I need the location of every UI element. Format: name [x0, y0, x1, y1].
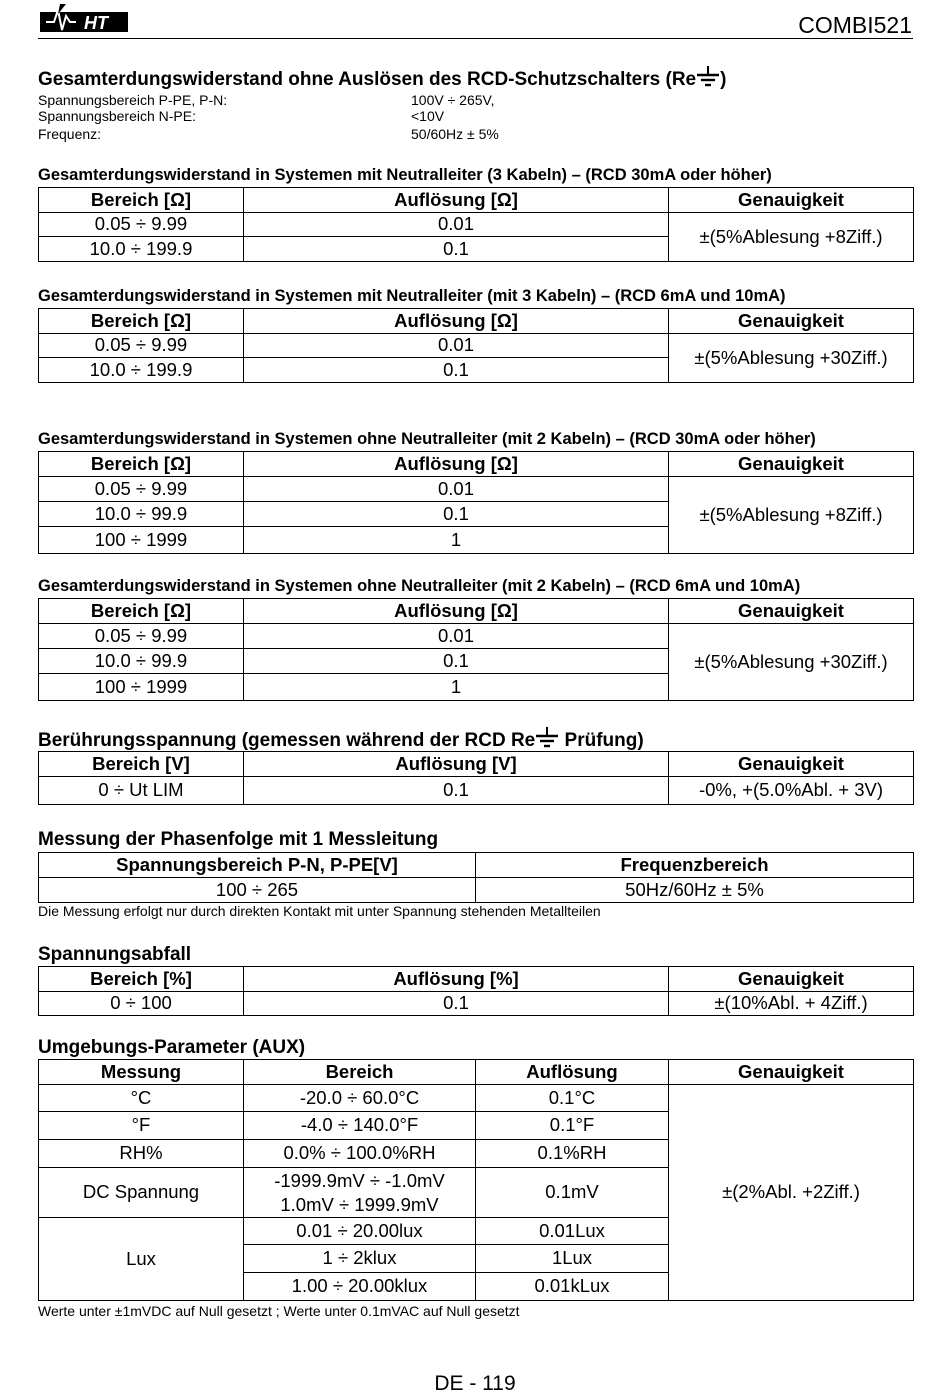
table-title: Gesamterdungswiderstand in Systemen ohne Neutralleiter (mit 2 Kabeln) – (RCD 30mA oder höher)	[38, 430, 816, 448]
section-title-touch-voltage: Berührungsspannung (gemessen während der RCD Re Prüfung)	[38, 727, 644, 752]
spec-table-6	[38, 852, 914, 903]
section-title-earth-no-trip: Gesamterdungswiderstand ohne Auslösen des RCD-Schutzschalters (Re )	[38, 66, 726, 91]
spec-table-3	[38, 451, 914, 554]
col-header: Genauigkeit	[669, 188, 914, 213]
col-header: Auflösung [Ω]	[244, 452, 669, 477]
table-row: 0.05 ÷ 9.99 0.01 ±(5%Ablesung +8Ziff.)	[39, 213, 914, 237]
col-header: Auflösung [Ω]	[244, 309, 669, 334]
spec-label: Spannungsbereich P-PE, P-N:	[38, 92, 228, 108]
table-row: 100 ÷ 1999 1	[39, 527, 914, 554]
accuracy-cell: ±(5%Ablesung +30Ziff.)	[669, 624, 914, 701]
accuracy-cell: ±(5%Ablesung +8Ziff.)	[669, 213, 914, 262]
col-header: Bereich	[244, 1060, 476, 1085]
ht-logo	[40, 4, 130, 34]
spec-value: 50/60Hz ± 5%	[411, 126, 499, 142]
col-header: Genauigkeit	[669, 752, 914, 777]
table-row: 1 ÷ 2klux 1Lux	[39, 1245, 914, 1273]
header-rule	[38, 38, 913, 39]
spec-label: Frequenz:	[38, 126, 102, 142]
col-header: Auflösung [Ω]	[244, 188, 669, 213]
spec-value: <10V	[411, 108, 445, 124]
dc-range-pos: 1.0mV ÷ 1999.9mV	[280, 1193, 439, 1215]
col-header: Bereich [Ω]	[39, 452, 244, 477]
col-header: Bereich [%]	[39, 967, 244, 992]
col-header: Bereich [Ω]	[39, 599, 244, 624]
col-header: Bereich [Ω]	[39, 309, 244, 334]
col-header: Spannungsbereich P-N, P-PE[V]	[39, 853, 476, 878]
table-row: 10.0 ÷ 99.9 0.1	[39, 649, 914, 674]
earth-symbol-icon	[535, 727, 559, 749]
col-header: Auflösung [Ω]	[244, 599, 669, 624]
spec-label: Spannungsbereich N-PE:	[38, 108, 196, 124]
table-title: Gesamterdungswiderstand in Systemen ohne Neutralleiter (mit 2 Kabeln) – (RCD 6mA und 10mA)	[38, 577, 801, 595]
table-row: 100 ÷ 265 50Hz/60Hz ± 5%	[39, 878, 914, 903]
col-header: Frequenzbereich	[476, 853, 914, 878]
spec-table-4	[38, 598, 914, 701]
table-row: 10.0 ÷ 199.9 0.1	[39, 237, 914, 262]
section-title-voltage-drop: Spannungsabfall	[38, 944, 192, 965]
spec-table-7	[38, 966, 914, 1016]
accuracy-cell: ±(5%Ablesung +8Ziff.)	[669, 477, 914, 554]
table-row: DC Spannung -1999.9mV ÷ -1.0mV 1.0mV ÷ 1999.9mV 0.1mV	[39, 1168, 914, 1218]
table-row: 0.05 ÷ 9.99 0.01 ±(5%Ablesung +30Ziff.)	[39, 624, 914, 649]
brand-text: HT	[84, 13, 108, 33]
section-title-phase-sequence: Messung der Phasenfolge mit 1 Messleitung	[38, 829, 439, 850]
col-header: Genauigkeit	[669, 967, 914, 992]
col-header: Auflösung	[476, 1060, 669, 1085]
accuracy-cell: ±(2%Abl. +2Ziff.)	[669, 1085, 914, 1301]
table-row: RH% 0.0% ÷ 100.0%RH 0.1%RH	[39, 1140, 914, 1168]
spec-table-5	[38, 751, 914, 805]
table-row: 10.0 ÷ 99.9 0.1	[39, 502, 914, 527]
section-title-aux: Umgebungs-Parameter (AUX)	[38, 1037, 306, 1058]
table-row: Lux 0.01 ÷ 20.00lux 0.01Lux	[39, 1218, 914, 1245]
spec-table-8	[38, 1059, 914, 1301]
col-header: Genauigkeit	[669, 1060, 914, 1085]
table-row: 0 ÷ Ut LIM 0.1 -0%, +(5.0%Abl. + 3V)	[39, 777, 914, 805]
table-title: Gesamterdungswiderstand in Systemen mit Neutralleiter (mit 3 Kabeln) – (RCD 6mA und 10mA)	[38, 287, 786, 305]
col-header: Bereich [V]	[39, 752, 244, 777]
col-header: Genauigkeit	[669, 599, 914, 624]
table-row: 0.05 ÷ 9.99 0.01 ±(5%Ablesung +30Ziff.)	[39, 334, 914, 358]
dc-range-neg: -1999.9mV ÷ -1.0mV	[274, 1169, 445, 1191]
col-header: Bereich [Ω]	[39, 188, 244, 213]
table-note: Werte unter ±1mVDC auf Null gesetzt ; Werte unter 0.1mVAC auf Null gesetzt	[38, 1303, 520, 1319]
table-row: 10.0 ÷ 199.9 0.1	[39, 358, 914, 383]
spec-table-2	[38, 308, 914, 383]
spec-value: 100V ÷ 265V,	[411, 92, 495, 108]
accuracy-cell: ±(5%Ablesung +30Ziff.)	[669, 334, 914, 383]
col-header: Messung	[39, 1060, 244, 1085]
table-row: °C -20.0 ÷ 60.0°C 0.1°C ±(2%Abl. +2Ziff.)	[39, 1085, 914, 1112]
table-note: Die Messung erfolgt nur durch direkten Kontakt mit unter Spannung stehenden Metallteilen	[38, 903, 601, 919]
table-row: 0.05 ÷ 9.99 0.01 ±(5%Ablesung +8Ziff.)	[39, 477, 914, 502]
col-header: Auflösung [%]	[244, 967, 669, 992]
doc-code: COMBI521	[798, 12, 912, 38]
col-header: Genauigkeit	[669, 452, 914, 477]
col-header: Genauigkeit	[669, 309, 914, 334]
table-row: °F -4.0 ÷ 140.0°F 0.1°F	[39, 1112, 914, 1140]
table-row: 0 ÷ 100 0.1 ±(10%Abl. + 4Ziff.)	[39, 992, 914, 1016]
spec-table-1	[38, 187, 914, 262]
page-number: DE - 119	[434, 1372, 516, 1395]
earth-symbol-icon	[696, 66, 720, 88]
table-row: 1.00 ÷ 20.00klux 0.01kLux	[39, 1273, 914, 1301]
table-row: 100 ÷ 1999 1	[39, 674, 914, 701]
table-title: Gesamterdungswiderstand in Systemen mit Neutralleiter (3 Kabeln) – (RCD 30mA oder höher)	[38, 166, 772, 184]
col-header: Auflösung [V]	[244, 752, 669, 777]
